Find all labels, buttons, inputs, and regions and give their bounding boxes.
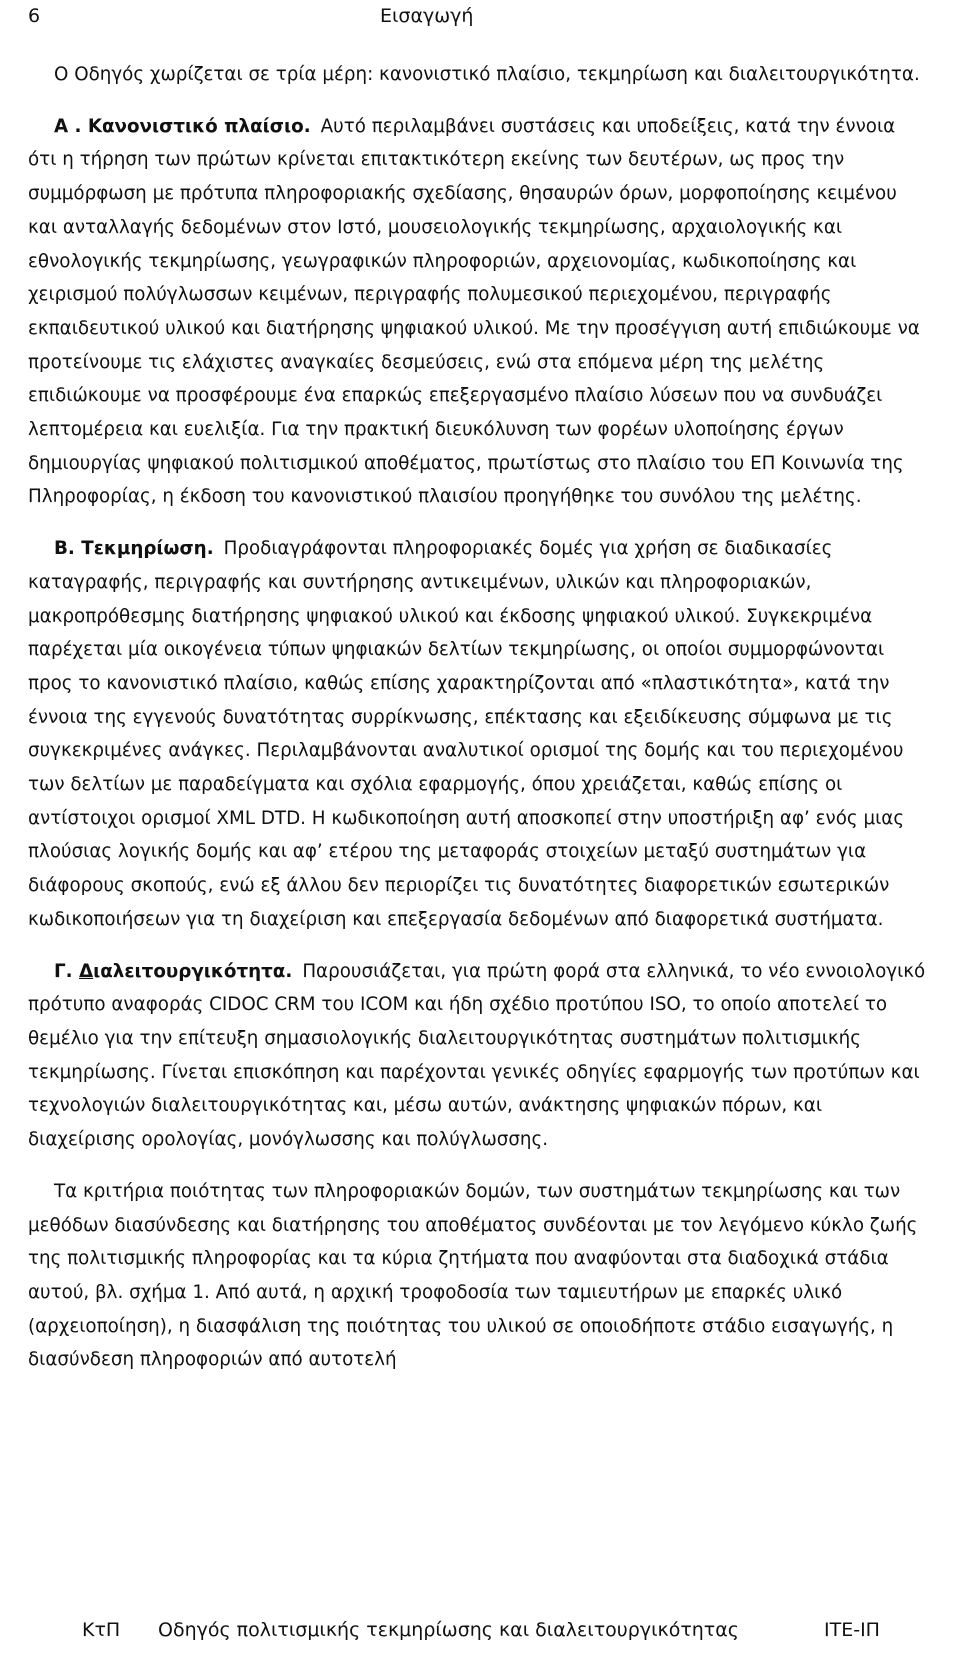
section-b-heading: Β. Τεκμηρίωση. bbox=[54, 538, 214, 560]
section-c-heading bbox=[54, 961, 292, 982]
section-c-heading-underlined: Δ bbox=[78, 960, 94, 982]
section-b-paragraph bbox=[28, 532, 928, 936]
footer-title: Οδηγός πολιτισμικής τεκμηρίωσης και διαλειτουργικότητας bbox=[158, 1619, 739, 1641]
closing-paragraph: Τα κριτήρια ποιότητας των πληροφοριακών δομών, των συστημάτων τεκμηρίωσης και των μεθόδων διασύνδεσης και διατήρησης του αποθέματος συνδέονται με τον λεγόμενο κύκλο ζωής της πολιτισμικής πληροφορίας και τα κύρια ζητήματα που αναφύονται στα διαδοχικά στάδια αυτού, βλ. σχήμα 1. Από αυτά, η αρχική τροφοδοσία των ταμιευτήρων με επαρκές υλικό (αρχειοποίηση), η διασφάλιση της ποιότητας του υλικού σε οποιοδήποτε στάδιο εισαγωγής, η διασύνδεση πληροφοριών από αυτοτελή bbox=[28, 1180, 918, 1371]
footer-right: ΙΤΕ-ΙΠ bbox=[824, 1619, 880, 1641]
section-a-text: Αυτό περιλαμβάνει συστάσεις και υποδείξεις, κατά την έννοια ότι η τήρηση των πρώτων κρίνεται επιτακτικότερη εκείνης των δευτέρων, ως προς την συμμόρφωση με πρότυπα πληροφοριακής σχεδίασης, θησαυρών όρων, μορφοποίησης κειμένου και ανταλλαγής δεδομένων στον Ιστό, μουσειολογικής τεκμηρίωσης, αρχαιολογικής και εθνολογικής τεκμηρίωσης, γεωγραφικών πληροφοριών, αρχειονομίας, κωδικοποίησης και χειρισμού πολύγλωσσων κειμένων, περιγραφής πολυμεσικού περιεχομένου, περιγραφής εκπαιδευτικού υλικού και διατήρησης ψηφιακού υλικού. Με την προσέγγιση αυτή επιδιώκουμε να προτείνουμε τις ελάχιστες αναγκαίες δεσμεύσεις, ενώ στα επόμενα μέρη της μελέτης επιδιώκουμε να προσφέρουμε ένα επαρκώς επεξεργασμένο πλαίσιο λύσεων που να συνδυάζει λεπτομέρεια και ευελιξία. Για την πρακτική διευκόλυνση των φορέων υλοποίησης έργων δημιουργίας ψηφιακού πολιτισμικού αποθέματος, πρωτίστως στο πλαίσιο του ΕΠ Κοινωνία της Πληροφορίας, η έκδοση του κανονιστικού πλαισίου προηγήθηκε του συνόλου της μελέτης. bbox=[28, 115, 920, 508]
intro-paragraph: Ο Οδηγός χωρίζεται σε τρία μέρη: κανονιστικό πλαίσιο, τεκμηρίωση και διαλειτουργικότητα. bbox=[54, 64, 920, 85]
footer-left: ΚτΠ bbox=[82, 1619, 121, 1641]
running-head: Εισαγωγή bbox=[380, 5, 474, 27]
section-c-paragraph bbox=[28, 955, 928, 1157]
section-a-heading: Α . Κανονιστικό πλαίσιο. bbox=[54, 115, 311, 137]
page-number: 6 bbox=[28, 5, 41, 27]
section-c-heading-rest: ιαλειτουργικότητα. bbox=[93, 960, 293, 982]
section-a-paragraph bbox=[28, 110, 928, 514]
section-c-heading-prefix: Γ. bbox=[54, 960, 79, 982]
section-b-text: Προδιαγράφονται πληροφοριακές δομές για χρήση σε διαδικασίες καταγραφής, περιγραφής και συντήρησης αντικειμένων, υλικών και πληροφοριακών, μακροπρόθεσμης διατήρησης ψηφιακού υλικού και έκδοσης ψηφιακού υλικού. Συγκεκριμένα παρέχεται μία οικογένεια τύπων ψηφιακών δελτίων τεκμηρίωσης, οι οποίοι συμμορφώνονται προς το κανονιστικό πλαίσιο, καθώς επίσης χαρακτηρίζονται από «πλαστικότητα», κατά την έννοια της εγγενούς δυνατότητας συρρίκνωσης, επέκτασης και εξειδίκευσης σύμφωνα με τις συγκεκριμένες ανάγκες. Περιλαμβάνονται αναλυτικοί ορισμοί της δομής και του περιεχομένου των δελτίων με παραδείγματα και σχόλια εφαρμογής, όπου χρειάζεται, καθώς επίσης οι αντίστοιχοι ορισμοί XML DTD. Η κωδικοποίηση αυτή αποσκοπεί στην υποστήριξη αφ’ ενός μιας πλούσιας λογικής δομής και αφ’ ετέρου της μεταφοράς στοιχείων μεταξύ συστημάτων για διάφορους σκοπούς, ενώ εξ άλλου δεν περιορίζει τις δυνατότητες διαφορετικών εσωτερικών κωδικοποιήσεων για τη διαχείριση και επεξεργασία δεδομένων από διαφορετικά συστήματα. bbox=[28, 538, 905, 930]
section-c-text: Παρουσιάζεται, για πρώτη φορά στα ελληνικά, το νέο εννοιολογικό πρότυπο αναφοράς CIDOC CRM του ICOM και ήδη σχέδιο προτύπου ISO, το οποίο αποτελεί το θεμέλιο για την επίτευξη σημασιολογικής διαλειτουργικότητας συστημάτων πολιτισμικής τεκμηρίωσης. Γίνεται επισκόπηση και παρέχονται γενικές οδηγίες εφαρμογής των προτύπων και τεχνολογιών διαλειτουργικότητας και, μέσω αυτών, ανάκτησης ψηφιακών πόρων, και διαχείρισης ορολογίας, μονόγλωσσης και πολύγλωσσης. bbox=[28, 960, 926, 1151]
page-body bbox=[28, 58, 928, 1377]
